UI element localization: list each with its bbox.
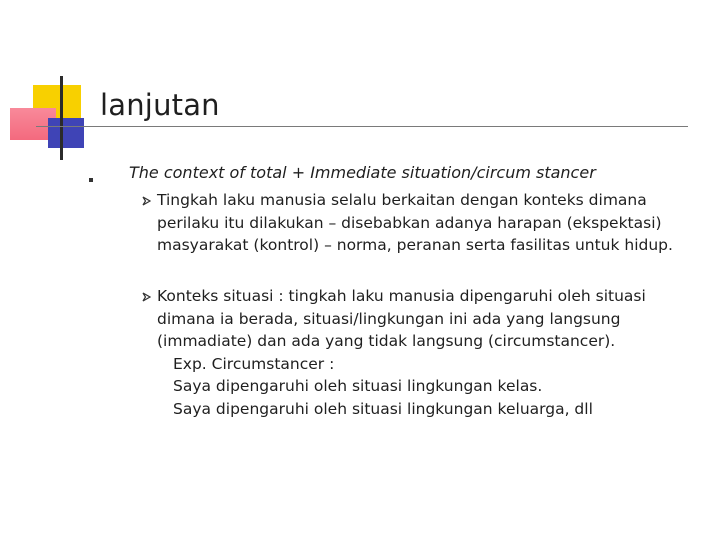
- sub-point-2-line: (immadiate) dan ada yang tidak langsung (circumstancer).: [157, 332, 616, 350]
- sub-point-1-line: perilaku itu dilakukan – disebabkan adanya harapan (ekspektasi): [157, 213, 662, 232]
- title-divider-line: [36, 126, 688, 127]
- main-point-text: The context of total + Immediate situation/circum stancer: [129, 163, 596, 182]
- sub-point-1: [138, 189, 698, 257]
- example-line: Saya dipengaruhi oleh situasi lingkungan kelas.: [173, 377, 543, 395]
- sub-point-1-line: Tingkah laku manusia selalu berkaitan dengan konteks dimana: [157, 191, 647, 209]
- sub-point-2-line: dimana ia berada, situasi/lingkungan ini ada yang langsung: [157, 309, 621, 328]
- sub-point-2-text: [157, 285, 698, 420]
- sub-point-1-line: masyarakat (kontrol) – norma, peranan serta fasilitas untuk hidup.: [157, 236, 673, 254]
- sub-point-2: [138, 285, 698, 420]
- square-bullet-icon: [89, 178, 93, 182]
- logo-blue-square: [48, 118, 84, 148]
- sub-point-2-line: Konteks situasi : tingkah laku manusia dipengaruhi oleh situasi: [157, 287, 646, 305]
- sub-point-1-text: [157, 189, 698, 257]
- slide-title: lanjutan: [100, 88, 220, 122]
- example-line: Exp. Circumstancer :: [173, 354, 335, 373]
- example-line: Saya dipengaruhi oleh situasi lingkungan keluarga, dll: [173, 399, 593, 418]
- logo-vertical-line: [60, 76, 63, 160]
